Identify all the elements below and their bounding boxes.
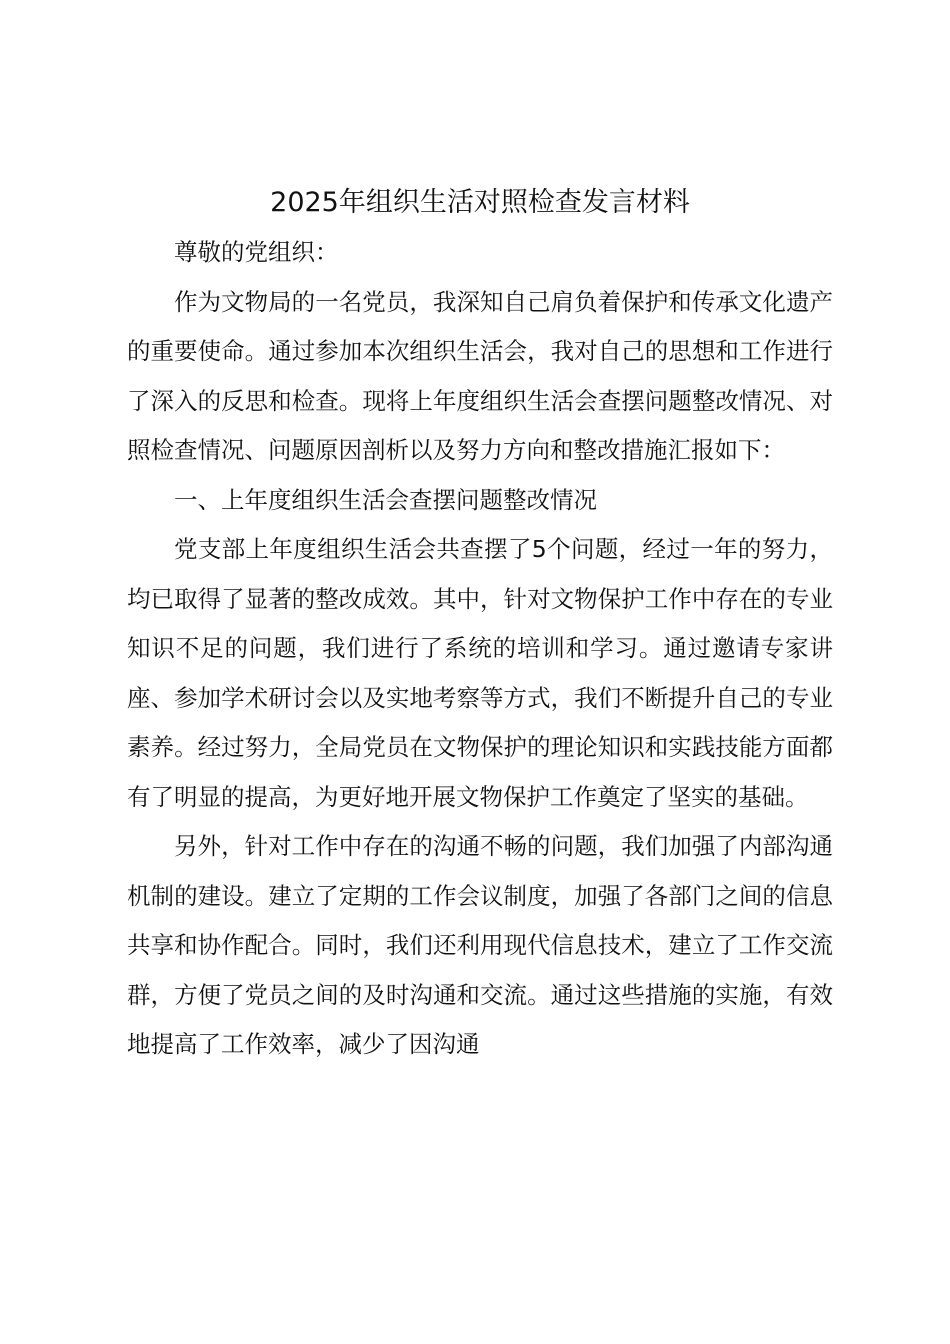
intro-paragraph: 作为文物局的一名党员，我深知自己肩负着保护和传承文化遗产的重要使命。通过参加本次组织生活会，我对自己的思想和工作进行了深入的反思和检查。现将上年度组织生活会查摆问题整改情况、对照检查情况、问题原因剖析以及努力方向和整改措施汇报如下： xyxy=(127,287,833,464)
body-paragraph: 党支部上年度组织生活会共查摆了5个问题，经过一年的努力，均已取得了显著的整改成效。其中，针对文物保护工作中存在的专业知识不足的问题，我们进行了系统的培训和学习。通过邀请专家讲座、参加学术研讨会以及实地考察等方式，我们不断提升自己的专业素养。经过努力，全局党员在文物保护的理论知识和实践技能方面都有了明显的提高，为更好地开展文物保护工作奠定了坚实的基础。 xyxy=(127,535,833,811)
body-paragraph: 另外，针对工作中存在的沟通不畅的问题，我们加强了内部沟通机制的建设。建立了定期的工作会议制度，加强了各部门之间的信息共享和协作配合。同时，我们还利用现代信息技术，建立了工作交流群，方便了党员之间的及时沟通和交流。通过这些措施的实施，有效地提高了工作效率，减少了因沟通 xyxy=(127,832,833,1058)
salutation: 尊敬的党组织： xyxy=(174,238,339,266)
document-title: 2025年组织生活对照检查发言材料 xyxy=(270,187,690,218)
section-heading: 一、上年度组织生活会查摆问题整改情况 xyxy=(174,485,597,514)
document-body xyxy=(127,178,833,1070)
